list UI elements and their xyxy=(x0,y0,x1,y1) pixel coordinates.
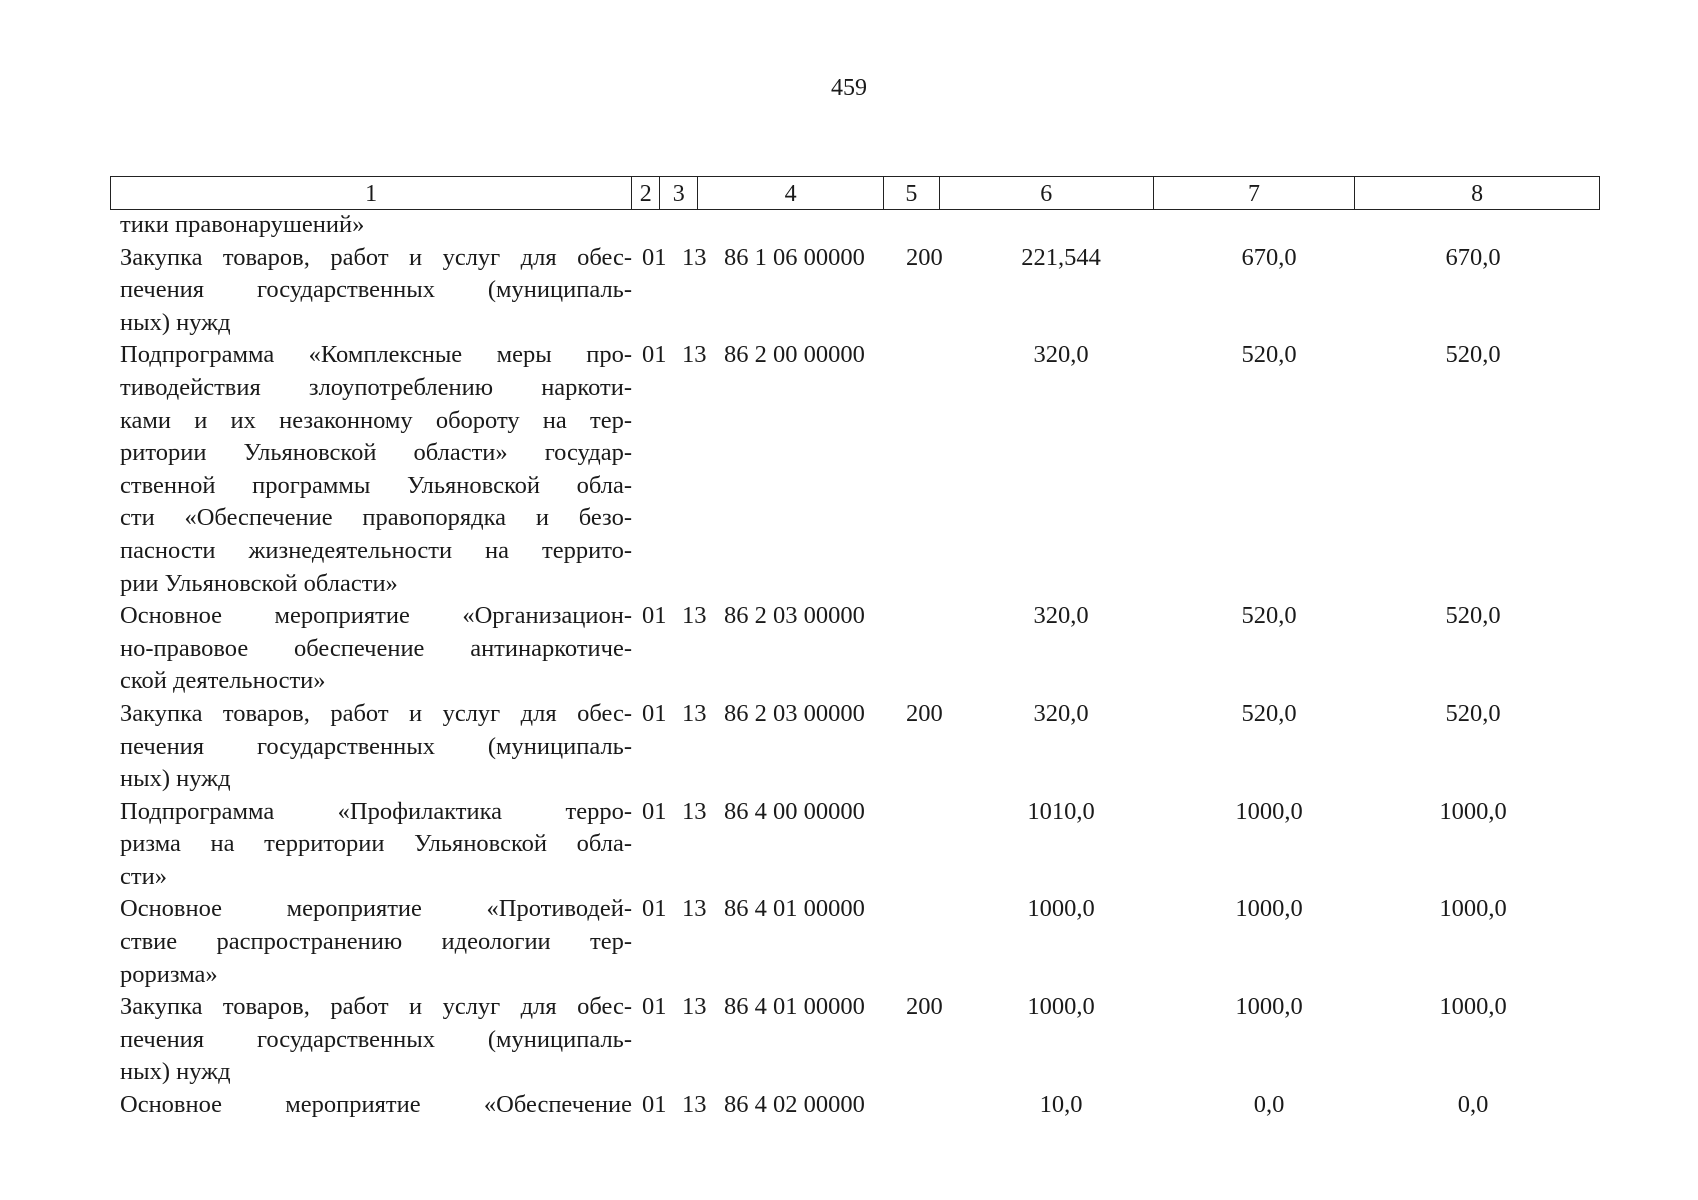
column-header-7: 7 xyxy=(1154,177,1356,209)
description-line: но-правовое обеспечение антинаркотиче- xyxy=(120,634,632,662)
expense-type-code: 200 xyxy=(906,243,943,271)
table-row xyxy=(110,600,1600,698)
section-code: 01 xyxy=(642,993,667,1021)
description-line: ных) нужд xyxy=(120,1058,231,1086)
column-header-5: 5 xyxy=(884,177,940,209)
amount-col-7: 1000,0 xyxy=(1235,993,1303,1021)
expense-type-code xyxy=(898,209,954,242)
amount-col-8 xyxy=(1370,209,1576,242)
subsection-code: 13 xyxy=(682,699,707,727)
subsection-code: 13 xyxy=(682,243,707,271)
amount-col-8: 1000,0 xyxy=(1439,993,1507,1021)
amount-col-8: 0,0 xyxy=(1457,1091,1489,1119)
table-header-row xyxy=(110,176,1600,210)
description-line: сти» xyxy=(120,862,167,890)
amount-col-8: 1000,0 xyxy=(1439,895,1507,923)
description-line: печения государственных (муниципаль- xyxy=(120,276,632,304)
amount-col-7: 520,0 xyxy=(1241,602,1297,630)
target-article-code: 86 4 01 00000 xyxy=(724,993,865,1021)
description-line: роризма» xyxy=(120,960,218,988)
description-line: сти «Обеспечение правопорядка и безо- xyxy=(120,504,632,532)
expense-type-code: 200 xyxy=(906,993,943,1021)
subsection-code: 13 xyxy=(682,341,707,369)
table-row xyxy=(110,209,1600,242)
target-article-code: 86 2 03 00000 xyxy=(724,602,865,630)
table-row xyxy=(110,698,1600,796)
amount-col-6: 320,0 xyxy=(1033,699,1089,727)
amount-col-8: 1000,0 xyxy=(1439,797,1507,825)
description-line: ками и их незаконному обороту на тер- xyxy=(120,406,632,434)
expense-type-code xyxy=(898,796,954,894)
table-row xyxy=(110,242,1600,340)
description-line: Подпрограмма «Профилактика терро- xyxy=(120,797,632,825)
column-header-4: 4 xyxy=(698,177,884,209)
description-line: ризма на территории Ульяновской обла- xyxy=(120,830,632,858)
row-description xyxy=(110,1089,632,1122)
row-description xyxy=(110,209,632,242)
description-line: пасности жизнедеятельности на террито- xyxy=(120,536,632,564)
description-line: ственной программы Ульяновской обла- xyxy=(120,471,632,499)
section-code: 01 xyxy=(642,699,667,727)
section-code xyxy=(632,209,678,242)
amount-col-7: 1000,0 xyxy=(1235,797,1303,825)
subsection-code: 13 xyxy=(682,993,707,1021)
section-code: 01 xyxy=(642,243,667,271)
column-header-3: 3 xyxy=(660,177,698,209)
amount-col-6: 1010,0 xyxy=(1027,797,1095,825)
column-header-6: 6 xyxy=(940,177,1154,209)
row-description xyxy=(110,242,632,340)
amount-col-6: 221,544 xyxy=(1021,243,1101,271)
target-article-code: 86 4 00 00000 xyxy=(724,797,865,825)
expense-type-code: 200 xyxy=(906,699,943,727)
description-line: ствие распространению идеологии тер- xyxy=(120,928,632,956)
amount-col-7 xyxy=(1168,209,1370,242)
amount-col-8: 520,0 xyxy=(1445,699,1501,727)
row-description xyxy=(110,698,632,796)
subsection-code: 13 xyxy=(682,895,707,923)
section-code: 01 xyxy=(642,797,667,825)
amount-col-6: 320,0 xyxy=(1033,341,1089,369)
table-body xyxy=(110,209,1600,1122)
expense-type-code xyxy=(898,600,954,698)
description-line: Основное мероприятие «Обеспечение xyxy=(120,1091,632,1119)
amount-col-7: 670,0 xyxy=(1241,243,1297,271)
description-line: Основное мероприятие «Противодей- xyxy=(120,895,632,923)
amount-col-6: 320,0 xyxy=(1033,602,1089,630)
amount-col-8: 520,0 xyxy=(1445,602,1501,630)
amount-col-6: 1000,0 xyxy=(1027,993,1095,1021)
row-description xyxy=(110,796,632,894)
column-header-1: 1 xyxy=(111,177,632,209)
amount-col-8: 670,0 xyxy=(1445,243,1501,271)
description-line: рии Ульяновской области» xyxy=(120,569,398,597)
section-code: 01 xyxy=(642,1091,667,1119)
expense-type-code xyxy=(898,893,954,991)
table-row xyxy=(110,339,1600,600)
subsection-code: 13 xyxy=(682,602,707,630)
table-row xyxy=(110,893,1600,991)
table-row xyxy=(110,991,1600,1089)
amount-col-7: 520,0 xyxy=(1241,699,1297,727)
description-line: Подпрограмма «Комплексные меры про- xyxy=(120,341,632,369)
table-row xyxy=(110,1089,1600,1122)
amount-col-6 xyxy=(954,209,1168,242)
column-header-2: 2 xyxy=(632,177,660,209)
amount-col-7: 1000,0 xyxy=(1235,895,1303,923)
description-line: ритории Ульяновской области» государ- xyxy=(120,439,632,467)
subsection-code: 13 xyxy=(682,797,707,825)
amount-col-7: 0,0 xyxy=(1253,1091,1285,1119)
description-line: ской деятельности» xyxy=(120,667,326,695)
amount-col-8: 520,0 xyxy=(1445,341,1501,369)
description-line: ных) нужд xyxy=(120,765,231,793)
target-article-code: 86 2 03 00000 xyxy=(724,699,865,727)
description-line: Закупка товаров, работ и услуг для обес- xyxy=(120,993,632,1021)
description-line: печения государственных (муниципаль- xyxy=(120,732,632,760)
column-header-8: 8 xyxy=(1471,181,1484,207)
target-article-code xyxy=(716,209,898,242)
description-line: Закупка товаров, работ и услуг для обес- xyxy=(120,243,632,271)
row-description xyxy=(110,339,632,600)
description-line: тики правонарушений» xyxy=(120,211,365,238)
section-code: 01 xyxy=(642,341,667,369)
row-description xyxy=(110,893,632,991)
amount-col-6: 10,0 xyxy=(1039,1091,1083,1119)
description-line: печения государственных (муниципаль- xyxy=(120,1025,632,1053)
description-line: ных) нужд xyxy=(120,308,231,336)
amount-col-7: 520,0 xyxy=(1241,341,1297,369)
expense-type-code xyxy=(898,1089,954,1122)
target-article-code: 86 4 01 00000 xyxy=(724,895,865,923)
section-code: 01 xyxy=(642,602,667,630)
section-code: 01 xyxy=(642,895,667,923)
target-article-code: 86 4 02 00000 xyxy=(724,1091,865,1119)
subsection-code xyxy=(678,209,716,242)
description-line: Закупка товаров, работ и услуг для обес- xyxy=(120,699,632,727)
table-row xyxy=(110,796,1600,894)
row-description xyxy=(110,600,632,698)
page-number: 459 xyxy=(831,75,867,101)
amount-col-6: 1000,0 xyxy=(1027,895,1095,923)
description-line: тиводействия злоупотреблению наркоти- xyxy=(120,373,632,401)
row-description xyxy=(110,991,632,1089)
expense-type-code xyxy=(898,339,954,600)
target-article-code: 86 2 00 00000 xyxy=(724,341,865,369)
target-article-code: 86 1 06 00000 xyxy=(724,243,865,271)
subsection-code: 13 xyxy=(682,1091,707,1119)
description-line: Основное мероприятие «Организацион- xyxy=(120,602,632,630)
